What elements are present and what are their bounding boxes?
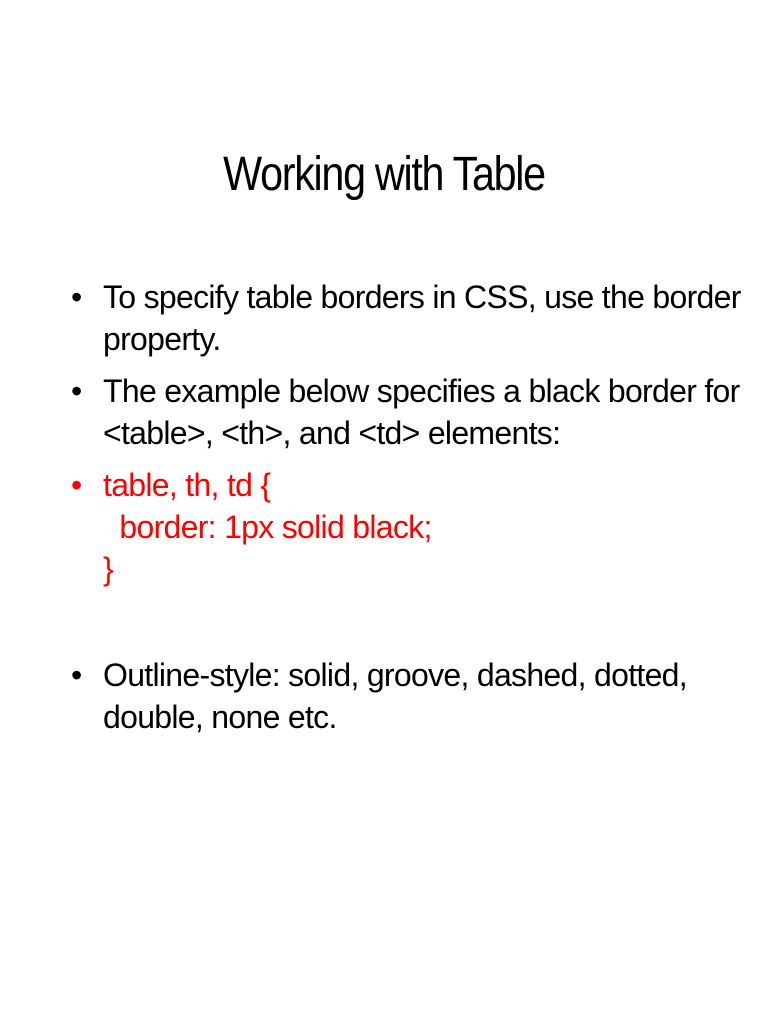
bullet-dot-icon: •: [71, 373, 82, 409]
bullet-text-line: property.: [103, 321, 221, 357]
bullet-text-line: <table>, <th>, and <td> elements:: [103, 415, 561, 451]
code-line: border: 1px solid black;: [103, 509, 432, 545]
bullet-item-css-code: [70, 464, 730, 590]
bullet-list: [70, 276, 741, 738]
bullet-item-outline-style: [70, 654, 730, 738]
code-line: table, th, td {: [103, 467, 271, 503]
bullet-item-table-borders: [70, 276, 741, 360]
slide-title: Working with Table: [223, 148, 545, 201]
bullet-dot-icon: •: [71, 279, 82, 315]
bullet-text-line: double, none etc.: [103, 699, 337, 735]
bullet-dot-icon: •: [71, 467, 82, 503]
bullet-dot-icon: •: [71, 657, 82, 693]
bullet-text-line: The example below specifies a black border for: [103, 373, 740, 409]
bullet-text-line: To specify table borders in CSS, use the border: [103, 279, 741, 315]
bullet-item-example-description: [70, 370, 740, 454]
code-line: }: [103, 551, 113, 587]
bullet-text-line: Outline-style: solid, groove, dashed, dotted,: [103, 657, 687, 693]
